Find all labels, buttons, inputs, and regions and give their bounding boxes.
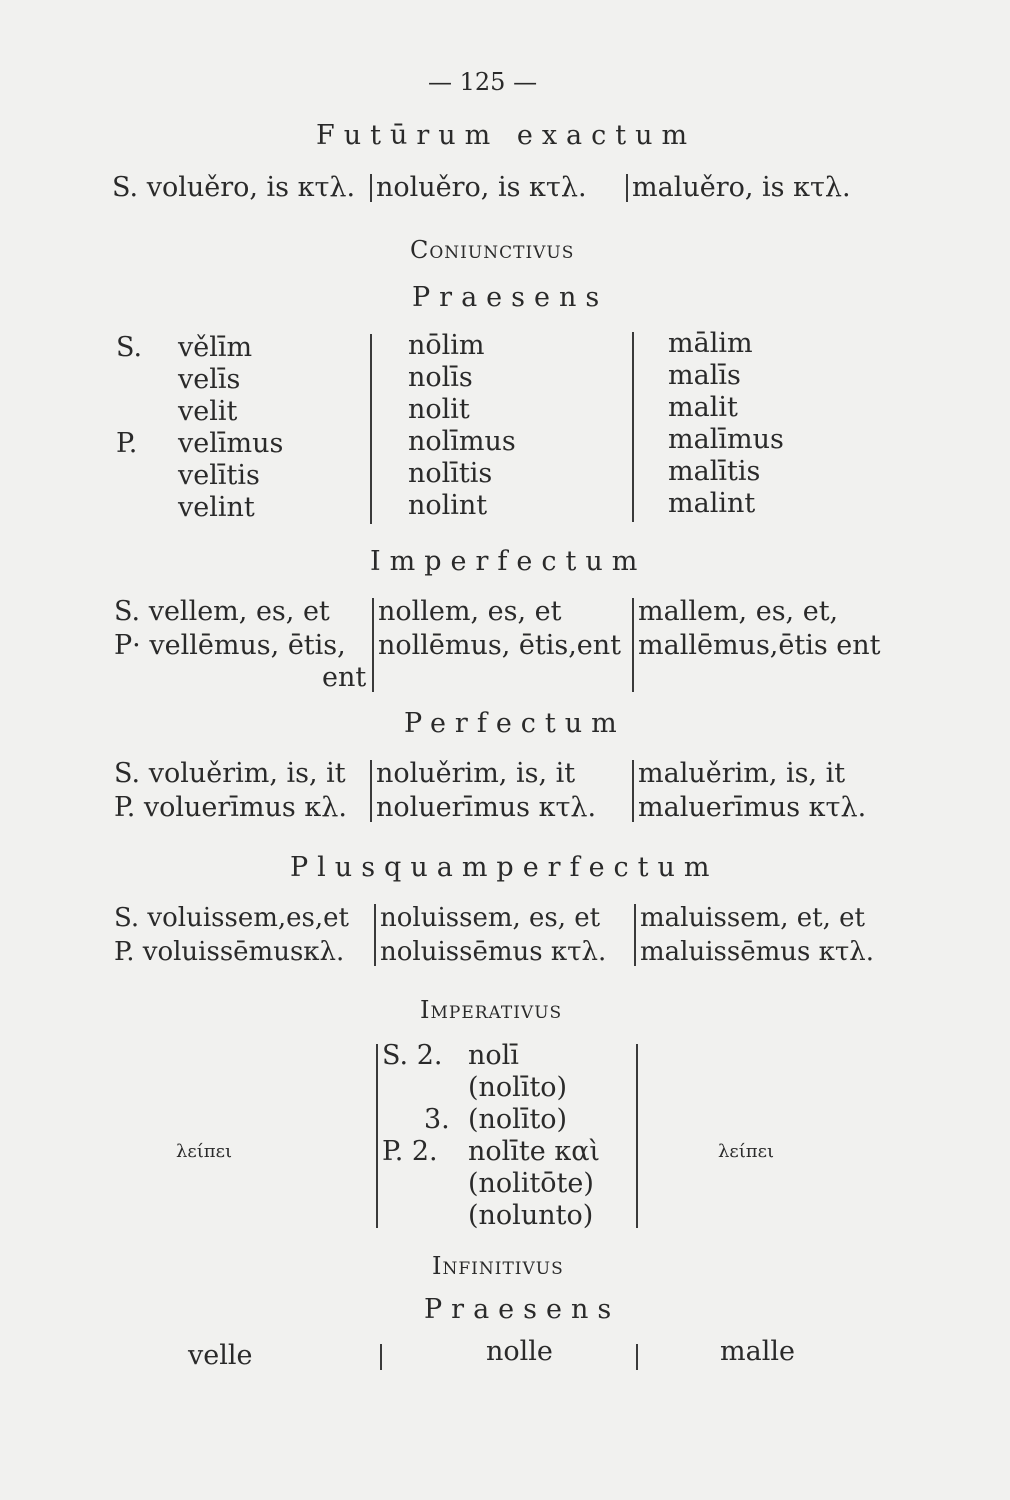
nolo-form: noluěrim, is, it <box>376 758 576 789</box>
volo-form: S. vellem, es, et <box>114 596 330 627</box>
divider <box>636 1044 638 1228</box>
divider <box>372 598 374 692</box>
imperativus-label: 3. <box>424 1104 450 1135</box>
imperativus-heading: Imperativus <box>420 996 563 1024</box>
imperativus-form: nolī <box>468 1040 519 1071</box>
volo-form: velītis <box>178 460 260 491</box>
malo-form: malītis <box>668 456 761 487</box>
divider <box>634 904 636 966</box>
malo-form: maluissēmus κτλ. <box>640 937 874 967</box>
futurum-volo: S. voluěro, is κτλ. <box>112 172 356 203</box>
malo-deest: λείπει <box>718 1141 775 1162</box>
volo-form: velīs <box>178 364 241 395</box>
infinitivus-heading: Infinitivus <box>432 1252 564 1280</box>
divider <box>380 1344 382 1370</box>
divider <box>626 174 628 202</box>
futurum-heading: Futūrum exactum <box>316 120 697 151</box>
divider <box>636 1344 638 1370</box>
page-number: — 125 — <box>428 68 538 96</box>
volo-form: P. voluerīmus κλ. <box>114 792 347 823</box>
volo-form: vělīm <box>178 332 253 363</box>
imperativus-form: (nolitōte) <box>468 1168 594 1199</box>
futurum-nolo: noluěro, is κτλ. <box>376 172 587 203</box>
nolo-form: nōlim <box>408 330 485 361</box>
nolo-form: noluerīmus κτλ. <box>376 792 597 823</box>
imperfectum-heading: Imperfectum <box>370 546 647 577</box>
divider <box>370 760 372 822</box>
plusquamperfectum-heading: Plusquamperfectum <box>290 852 719 883</box>
malo-form: malīmus <box>668 424 784 455</box>
imperativus-label: S. 2. <box>382 1040 443 1071</box>
volo-deest: λείπει <box>176 1141 233 1162</box>
volo-form: S. voluěrim, is, it <box>114 758 346 789</box>
nolo-form: nollēmus, ētis,ent <box>378 630 622 661</box>
nolo-form: noluissem, es, et <box>380 903 601 933</box>
nolo-form: nolīs <box>408 362 473 393</box>
imperativus-form: (nolīto) <box>468 1104 568 1135</box>
imperativus-label: P. 2. <box>382 1136 438 1167</box>
divider <box>370 174 372 202</box>
person-label: P. <box>116 428 138 459</box>
volo-form: ent <box>322 662 367 693</box>
infinitivus-praesens-heading: Praesens <box>424 1294 621 1325</box>
praesens-heading: Praesens <box>412 282 609 313</box>
malo-form: malīs <box>668 360 741 391</box>
nolo-form: nolit <box>408 394 470 425</box>
divider <box>632 598 634 692</box>
malo-form: mallem, es, et, <box>638 596 839 627</box>
malo-form: maluěrim, is, it <box>638 758 846 789</box>
imperativus-form: (nolīto) <box>468 1072 568 1103</box>
volo-form: velint <box>178 492 255 523</box>
malo-form: malint <box>668 488 756 519</box>
malo-form: maluissem, et, et <box>640 903 865 933</box>
futurum-malo: maluěro, is κτλ. <box>632 172 851 203</box>
divider <box>376 1044 378 1228</box>
divider <box>370 334 372 524</box>
coniunctivus-heading: Coniunctivus <box>410 236 575 264</box>
divider <box>632 760 634 822</box>
volo-form: velīmus <box>178 428 284 459</box>
nolo-form: nolīmus <box>408 426 516 457</box>
malo-form: mālim <box>668 328 753 359</box>
nolo-form: noluissēmus κτλ. <box>380 937 607 967</box>
infinitivus-malo: malle <box>720 1336 795 1367</box>
volo-form: S. voluissem,es,et <box>114 903 349 933</box>
divider <box>632 332 634 522</box>
nolo-form: nolint <box>408 490 488 521</box>
volo-form: velit <box>178 396 238 427</box>
volo-form: P· vellēmus, ētis, <box>114 630 346 661</box>
malo-form: malit <box>668 392 738 423</box>
nolo-form: nolītis <box>408 458 493 489</box>
perfectum-heading: Perfectum <box>404 708 626 739</box>
nolo-form: nollem, es, et <box>378 596 562 627</box>
malo-form: maluerīmus κτλ. <box>638 792 867 823</box>
imperativus-form: (nolunto) <box>468 1200 594 1231</box>
infinitivus-nolo: nolle <box>486 1336 553 1367</box>
person-label: S. <box>116 332 143 363</box>
volo-form: P. voluissēmusκλ. <box>114 937 345 967</box>
malo-form: mallēmus,ētis ent <box>638 630 881 661</box>
imperativus-form: nolīte καὶ <box>468 1136 601 1167</box>
divider <box>374 904 376 966</box>
infinitivus-volo: velle <box>188 1340 253 1371</box>
